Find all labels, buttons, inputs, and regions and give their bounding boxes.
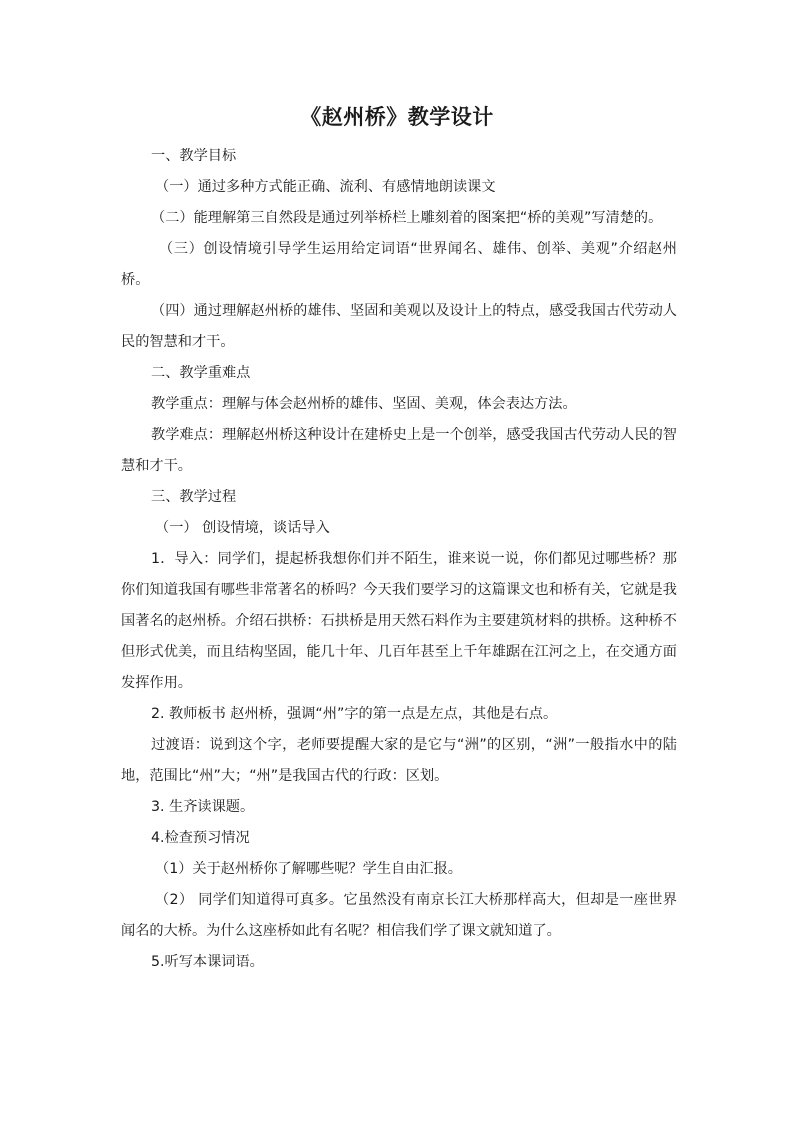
process-step-2: 2. 教师板书 赵州桥，强调“州”字的第一点是左点，其他是右点。 [151,706,558,722]
process-step-1: 1．导入：同学们，提起桥我想你们并不陌生，谁来说一说，你们都见过哪些桥？那你们知道我国有哪些非常著名的桥吗？今天我们要学习的这篇课文也和桥有关，它就是我国著名的赵州桥。介绍石拱桥：石拱桥是用天然石料作为主要建筑材料的拱桥。这种桥不但形式优美，而且结构坚固，能几十年、几百年甚至上千年雄踞在江河之上，在交通方面发挥作用。 [121,551,677,691]
section-heading-key-points: 二、教学重难点 [151,365,251,381]
objective-3: （三）创设情境引导学生运用给定词语“世界闻名、雄伟、创举、美观”介绍赵州桥。 [121,241,677,288]
process-step-4: 4.检查预习情况 [151,830,250,846]
transition-text: 过渡语：说到这个字，老师要提醒大家的是它与“洲”的区别，“洲”一般指水中的陆地，范围比“州”大；“州”是我国古代的行政：区划。 [121,737,677,784]
difficult-point: 教学难点：理解赵州桥这种设计在建桥史上是一个创举，感受我国古代劳动人民的智慧和才干。 [121,427,677,474]
document-body [121,141,677,978]
key-point: 教学重点：理解与体会赵州桥的雄伟、坚固、美观，体会表达方法。 [151,396,577,412]
objective-4: （四）通过理解赵州桥的雄伟、坚固和美观以及设计上的特点，感受我国古代劳动人民的智慧和才干。 [121,303,677,350]
process-step-4-1: （1）关于赵州桥你了解哪些呢？学生自由汇报。 [155,861,462,877]
section-heading-process: 三、教学过程 [151,489,237,505]
process-step-intro-heading: （一） 创设情境，谈话导入 [155,520,330,536]
section-heading-objectives: 一、教学目标 [151,148,237,164]
process-step-5: 5.听写本课词语。 [151,954,264,970]
process-step-4-2: （2） 同学们知道得可真多。它虽然没有南京长江大桥那样高大，但却是一座世界闻名的大桥。为什么这座桥如此有名呢？相信我们学了课文就知道了。 [121,892,677,939]
objective-2: （二）能理解第三自然段是通过列举桥栏上雕刻着的图案把“桥的美观”写清楚的。 [151,210,663,226]
objective-1: （一）通过多种方式能正确、流利、有感情地朗读课文 [155,179,496,195]
document-title: 《赵州桥》教学设计 [300,105,494,129]
process-step-3: 3. 生齐读课题。 [151,799,255,815]
